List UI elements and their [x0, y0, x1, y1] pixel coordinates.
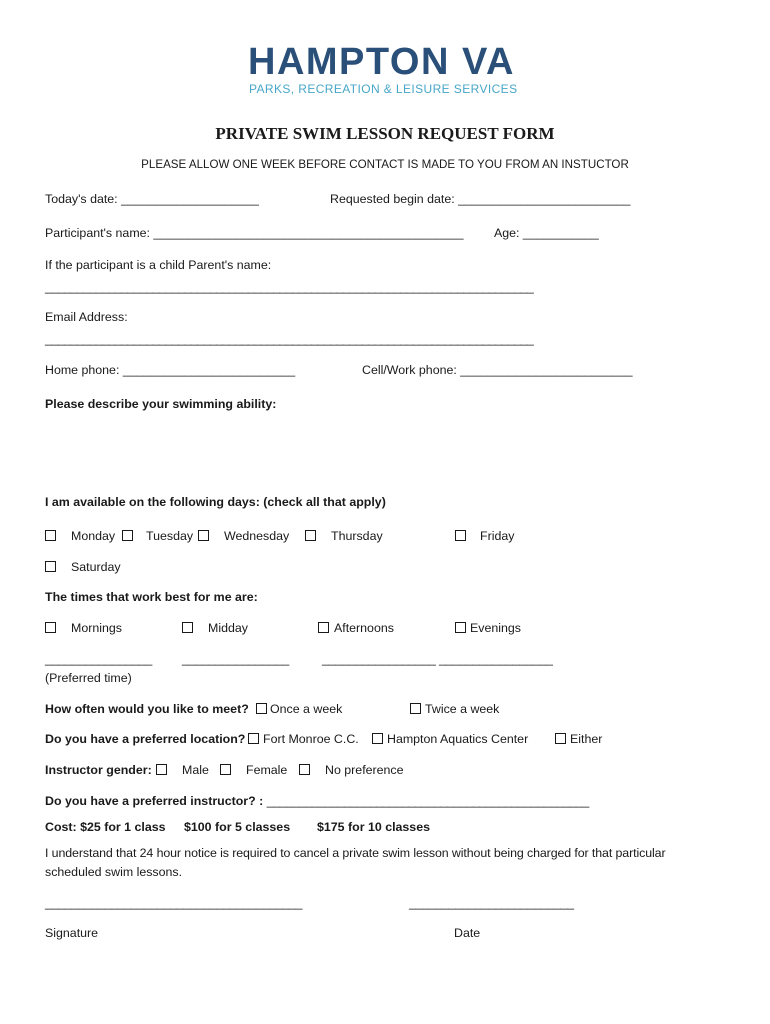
midday-checkbox[interactable]	[182, 622, 193, 633]
preferred-time-line-2[interactable]: ________________	[182, 652, 290, 666]
requested-begin-date-field[interactable]: Requested begin date: _________________________	[330, 192, 631, 206]
todays-date-field[interactable]: Today's date: ____________________	[45, 192, 259, 206]
twice-a-week-checkbox[interactable]	[410, 703, 421, 714]
cancellation-notice-line-1: I understand that 24 hour notice is required to cancel a private swim lesson without being charged for that particular	[45, 846, 666, 860]
cost-five-classes: $100 for 5 classes	[184, 820, 291, 834]
friday-label: Friday	[480, 529, 515, 543]
cost-one-class: Cost: $25 for 1 class	[45, 820, 166, 834]
monday-label: Monday	[71, 529, 116, 543]
location-label: Do you have a preferred location?	[45, 732, 246, 746]
signature-label: Signature	[45, 926, 99, 940]
fort-monroe-label: Fort Monroe C.C.	[263, 732, 359, 746]
female-label: Female	[246, 763, 288, 777]
no-preference-label: No preference	[325, 763, 404, 777]
form-subtitle: PLEASE ALLOW ONE WEEK BEFORE CONTACT IS MADE TO YOU FROM AN INSTUCTOR	[141, 158, 629, 171]
age-field[interactable]: Age: ___________	[494, 226, 599, 240]
participant-name-field[interactable]: Participant's name: _____________________________________________	[45, 226, 464, 240]
signature-line[interactable]: _______________________________________	[45, 896, 303, 910]
twice-a-week-label: Twice a week	[425, 702, 500, 716]
mornings-label: Mornings	[71, 621, 122, 635]
logo-title: HAMPTON VA	[248, 41, 515, 83]
preferred-instructor-label: Do you have a preferred instructor? :	[45, 794, 267, 808]
male-checkbox[interactable]	[156, 764, 167, 775]
preferred-time-line-1[interactable]: ________________	[45, 652, 153, 666]
parent-name-line[interactable]: _____________________________________________________________________________	[45, 280, 534, 294]
wednesday-label: Wednesday	[224, 529, 290, 543]
afternoons-checkbox[interactable]	[318, 622, 329, 633]
thursday-label: Thursday	[331, 529, 383, 543]
frequency-label: How often would you like to meet?	[45, 702, 249, 716]
swim-ability-label: Please describe your swimming ability:	[45, 397, 277, 411]
home-phone-field[interactable]: Home phone: _________________________	[45, 363, 296, 377]
mornings-checkbox[interactable]	[45, 622, 56, 633]
evenings-checkbox[interactable]	[455, 622, 466, 633]
days-heading: I am available on the following days: (check all that apply)	[45, 495, 386, 509]
preferred-instructor-field[interactable]	[45, 794, 589, 808]
no-preference-checkbox[interactable]	[299, 764, 310, 775]
date-line[interactable]: _________________________	[409, 896, 574, 910]
wednesday-checkbox[interactable]	[198, 530, 209, 541]
aquatics-center-label: Hampton Aquatics Center	[387, 732, 529, 746]
cancellation-notice-line-2: scheduled swim lessons.	[45, 865, 183, 879]
monday-checkbox[interactable]	[45, 530, 56, 541]
preferred-time-line-3[interactable]: _________________ _________________	[322, 652, 553, 666]
preferred-time-label: (Preferred time)	[45, 671, 132, 685]
male-label: Male	[182, 763, 209, 777]
email-label: Email Address:	[45, 310, 128, 324]
times-heading: The times that work best for me are:	[45, 590, 258, 604]
once-a-week-checkbox[interactable]	[256, 703, 267, 714]
tuesday-label: Tuesday	[146, 529, 194, 543]
parent-name-label: If the participant is a child Parent's name:	[45, 258, 272, 272]
tuesday-checkbox[interactable]	[122, 530, 133, 541]
preferred-instructor-line[interactable]: __________________________________________________	[266, 794, 589, 808]
female-checkbox[interactable]	[220, 764, 231, 775]
midday-label: Midday	[208, 621, 248, 635]
email-line[interactable]: _____________________________________________________________________________	[45, 332, 534, 346]
saturday-checkbox[interactable]	[45, 561, 56, 572]
afternoons-label: Afternoons	[334, 621, 394, 635]
gender-label: Instructor gender:	[45, 763, 152, 777]
either-label: Either	[570, 732, 603, 746]
once-a-week-label: Once a week	[270, 702, 343, 716]
logo-subtitle: PARKS, RECREATION & LEISURE SERVICES	[249, 82, 518, 96]
aquatics-center-checkbox[interactable]	[372, 733, 383, 744]
evenings-label: Evenings	[470, 621, 521, 635]
saturday-label: Saturday	[71, 560, 121, 574]
form-title: PRIVATE SWIM LESSON REQUEST FORM	[215, 124, 555, 143]
thursday-checkbox[interactable]	[305, 530, 316, 541]
cell-phone-field[interactable]: Cell/Work phone: _________________________	[362, 363, 633, 377]
either-checkbox[interactable]	[555, 733, 566, 744]
fort-monroe-checkbox[interactable]	[248, 733, 259, 744]
friday-checkbox[interactable]	[455, 530, 466, 541]
cost-ten-classes: $175 for 10 classes	[317, 820, 430, 834]
date-label: Date	[454, 926, 481, 940]
